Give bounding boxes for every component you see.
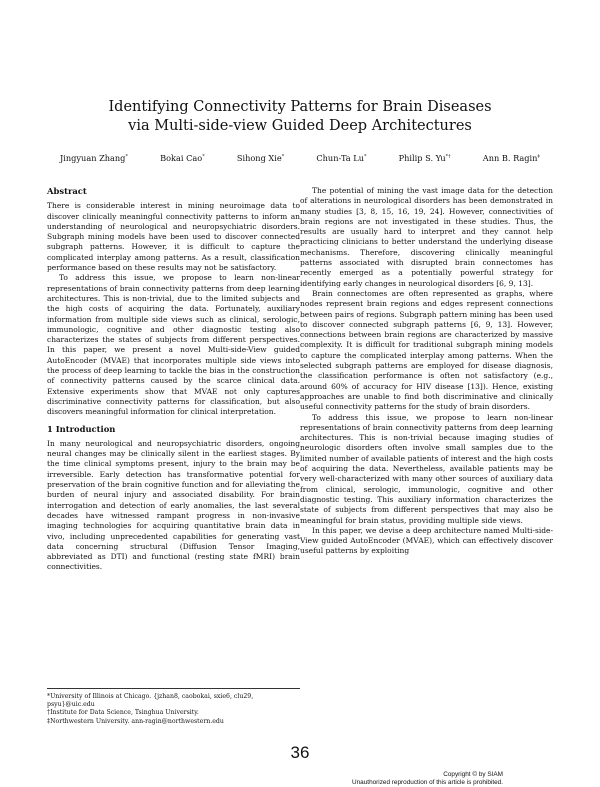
author: Chun-Ta Lu* [316, 153, 367, 163]
footnotes [47, 688, 300, 726]
title-line-2: via Multi-side-view Guided Deep Architectures [128, 118, 472, 134]
abstract-paragraph: To address this issue, we propose to learn non-linear representations of brain connectivity patterns from deep learning architectures. This is non-trivial, due to the limited subjects and the high costs of acquiring the data. Fortunately, auxiliary information from multiple side views such as clinical, serologic, immunologic, cognitive and other diagnostic testing also characterizes the states of subjects from different perspectives. In this paper, we present a novel Multi-side-View guided AutoEncoder (MVAE) that incorporates multiple side views into the process of deep learning to tackle the bias in the construction of connectivity patterns caused by the scarce clinical data. Extensive experiments show that MVAE not only captures discriminative connectivity patterns for classification, but also discovers meaningful information for clinical interpretation. [47, 273, 300, 417]
author: Ann B. Ragin‡ [482, 153, 540, 163]
author: Philip S. Yu*† [398, 153, 451, 163]
intro-paragraph: In this paper, we devise a deep architecture named Multi-side-View guided AutoEncoder (MVAE), which can effectively discover useful patterns by exploiting [300, 525, 553, 556]
author-list [60, 153, 540, 163]
intro-paragraph: To address this issue, we propose to learn non-linear representations of brain connectivity patterns from deep learning architectures. This is non-trivial because imaging studies of neurologic disorders often involve small samples due to the limited number of available patients of interest and the high costs of acquiring the data. Nevertheless, available patients may be very well-characterized with many other sources of auxiliary data from clinical, serologic, immunologic, cognitive and other diagnostic testing. This auxiliary information characterizes the state of subjects from different perspectives that may also be meaningful for brain status, providing multiple side views. [300, 412, 553, 525]
copyright-line: Unauthorized reproduction of this article is prohibited. [352, 779, 503, 786]
intro-paragraph: In many neurological and neuropsychiatric disorders, ongoing neural changes may be clinically silent in the earliest stages. By the time clinical symptoms present, injury to the brain may be irreversible. Early detection has transformative potential for preservation of the brain cognitive function and for alleviating the burden of neural injury and associated disability. For brain interrogation and detection of early anomalies, the last several decades have witnessed rampant progress in non-invasive imaging technologies for acquiring quantitative brain data in vivo, including unprecedented capabilities for generating vast data concerning structural (Diffusion Tensor Imaging, abbreviated as DTI) and functional (resting state fMRI) brain connectivities. [47, 438, 300, 572]
paper-title [0, 98, 600, 136]
copyright-notice [352, 771, 503, 787]
left-column [47, 186, 300, 573]
footnote: ‡Northwestern University. ann-ragin@northwestern.edu [47, 717, 224, 725]
right-column [300, 186, 553, 557]
intro-paragraph: The potential of mining the vast image data for the detection of alterations in neurological disorders has been demonstrated in many studies [3, 8, 15, 16, 19, 24]. However, connectivities of brain regions are not investigated in these studies. Thus, the results are usually hard to interpret and they cannot help practicing clinicians to better understand the underlying disease mechanisms. Therefore, discovering clinically meaningful patterns associated with disrupted brain connectomes has recently emerged as a potentially powerful strategy for identifying early changes in neurological disorders [6, 9, 13]. [300, 186, 553, 288]
copyright-line: Copyright © by SIAM [443, 771, 503, 778]
abstract-heading: Abstract [47, 186, 87, 196]
title-line-1: Identifying Connectivity Patterns for Brain Diseases [108, 99, 492, 115]
section-heading-introduction: 1 Introduction [47, 423, 116, 434]
intro-paragraph: Brain connectomes are often represented as graphs, where nodes represent brain regions and edges represent connections between pairs of regions. Subgraph pattern mining has been used to discover connected subgraph patterns [6, 9, 13]. However, connections between brain regions are characterized by massive complexity. It is difficult for traditional subgraph mining models to capture the complicated interplay among patterns. When the selected subgraph patterns are employed for disease diagnosis, the classification performance is often not satisfactory (e.g., around 60% of accuracy for HIV disease [13]). Hence, existing approaches are unable to find both discriminative and clinically useful connectivity patterns for the study of brain disorders. [300, 288, 553, 412]
abstract-paragraph: There is considerable interest in mining neuroimage data to discover clinically meaningful connectivity patterns to inform an understanding of neurological and neuropsychiatric disorders. Subgraph mining models have been used to discover connected subgraph patterns. However, it is difficult to capture the complicated interplay among patterns. As a result, classification performance based on these results may not be satisfactory. [47, 201, 300, 273]
footnote: †Institute for Data Science, Tsinghua University. [47, 709, 199, 717]
footnote: *University of Illinois at Chicago. {jzhan8, caobokai, sxie6, clu29, psyu}@uic.edu [47, 693, 254, 709]
page-number: 36 [290, 743, 310, 762]
author: Sihong Xie* [236, 153, 285, 163]
author: Bokai Cao* [160, 153, 205, 163]
author: Jingyuan Zhang* [60, 153, 128, 163]
